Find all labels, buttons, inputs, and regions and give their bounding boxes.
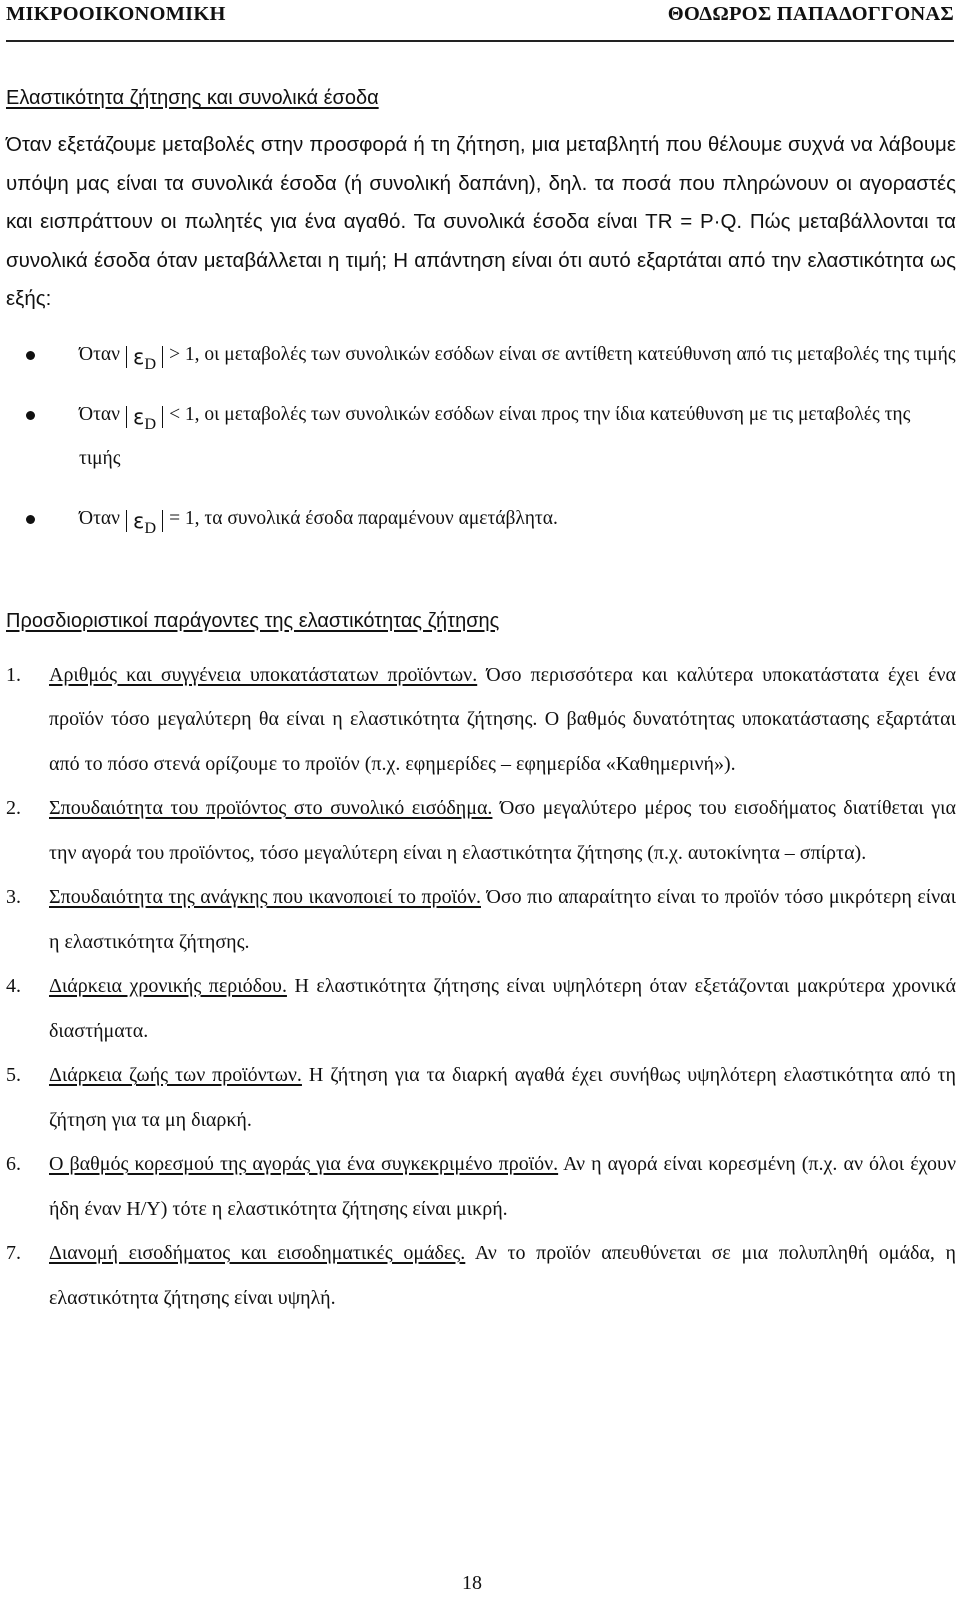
determinants-list bbox=[6, 653, 956, 1321]
absolute-value-bars bbox=[126, 404, 163, 433]
bullet-prefix: Όταν bbox=[79, 507, 120, 529]
item-lead: Διάρκεια χρονικής περιόδου. bbox=[49, 975, 287, 997]
intro-paragraph bbox=[6, 126, 956, 319]
header-author: ΘΟΔΩΡΟΣ ΠΑΠΑΔΟΓΓΟΝΑΣ bbox=[667, 3, 954, 25]
list-item bbox=[6, 786, 956, 875]
bullet-text: = 1, τα συνολικά έσοδα παραμένουν αμετάβλητα. bbox=[169, 507, 558, 529]
page-content bbox=[6, 70, 956, 1320]
item-lead: Διανομή εισοδήματος και εισοδηματικές ομάδες. bbox=[49, 1242, 466, 1264]
epsilon-symbol: ε bbox=[132, 404, 145, 429]
item-number: 5. bbox=[6, 1064, 21, 1086]
item-number: 2. bbox=[6, 797, 21, 819]
intro-text-a: Όταν εξετάζουμε μεταβολές στην προσφορά ή τη ζήτηση, μια μεταβλητή που θέλουμε συχνά να λάβουμε υπόψη μας είναι τα συνολικά έσοδα (ή συνολική δαπάνη), δηλ. τα ποσά που πληρώνουν οι αγοραστές και εισπράττουν οι πωλητές για ένα αγαθό. Τα συνολικά έσοδα είναι TR = P·Q. bbox=[6, 133, 956, 233]
header-course-title: ΜΙΚΡΟΟΙΚΟΝΟΜΙΚΗ bbox=[6, 3, 226, 25]
elasticity-bullet-list bbox=[6, 333, 956, 541]
item-lead: Σπουδαιότητα της ανάγκης που ικανοποιεί το προϊόν. bbox=[49, 886, 481, 908]
item-lead: Αριθμός και συγγένεια υποκατάστατων προϊόντων. bbox=[49, 663, 478, 686]
absolute-value-bars bbox=[126, 508, 163, 537]
page-number: 18 bbox=[462, 1572, 482, 1594]
item-number: 6. bbox=[6, 1153, 21, 1175]
epsilon-subscript: D bbox=[144, 414, 157, 433]
item-text: Αν το προϊόν απευθύνεται σε μια πολυπληθή ομάδα, η ελαστικότητα ζήτησης είναι υψηλή. bbox=[49, 1242, 956, 1309]
list-item bbox=[6, 875, 956, 964]
item-number: 4. bbox=[6, 975, 21, 997]
item-text: Όσο μεγαλύτερο μέρος του εισοδήματος διατίθεται για την αγορά του προϊόντος, τόσο μεγαλύτερη είναι η ελαστικότητα ζήτησης (π.χ. αυτοκίνητα – σπίρτα). bbox=[49, 797, 956, 864]
item-number: 3. bbox=[6, 886, 21, 908]
epsilon-subscript: D bbox=[144, 354, 157, 373]
absolute-value-bars bbox=[126, 344, 163, 373]
item-lead: Σπουδαιότητα του προϊόντος στο συνολικό εισόδημα. bbox=[49, 797, 493, 819]
item-text: Αν η αγορά είναι κορεσμένη (π.χ. αν όλοι έχουν ήδη έναν Η/Υ) τότε η ελαστικότητα ζήτησης είναι μικρή. bbox=[49, 1153, 956, 1220]
section-heading-elasticity-revenue: Ελαστικότητα ζήτησης και συνολικά έσοδα bbox=[6, 87, 379, 109]
item-lead: Ο βαθμός κορεσμού της αγοράς για ένα συγκεκριμένο προϊόν. bbox=[49, 1153, 559, 1175]
bullet-item bbox=[6, 333, 956, 377]
epsilon-symbol: ε bbox=[132, 344, 145, 369]
epsilon-subscript: D bbox=[144, 518, 157, 537]
list-item bbox=[6, 1053, 956, 1142]
bullet-dot-icon bbox=[26, 351, 35, 360]
bullet-item bbox=[6, 497, 956, 541]
bullet-dot-icon bbox=[26, 411, 35, 420]
list-item bbox=[6, 964, 956, 1053]
item-text: Όσο πιο απαραίτητο είναι το προϊόν τόσο μικρότερη είναι η ελαστικότητα ζήτησης. bbox=[49, 886, 957, 953]
list-item bbox=[6, 1142, 956, 1231]
intro-text-b: Πώς μεταβάλλονται τα συνολικά έσοδα όταν μεταβάλλεται η τιμή; Η απάντηση είναι ότι αυτό εξαρτάται από την ελαστικότητα ως εξής: bbox=[6, 210, 956, 310]
determinants-section bbox=[6, 593, 956, 1321]
bullet-prefix: Όταν bbox=[79, 343, 120, 365]
item-text: Η ελαστικότητα ζήτησης είναι υψηλότερη όταν εξετάζονται μακρύτερα χρονικά διαστήματα. bbox=[49, 975, 956, 1042]
page-header bbox=[6, 0, 954, 42]
bullet-text: < 1, οι μεταβολές των συνολικών εσόδων είναι προς την ίδια κατεύθυνση με τις μεταβολές της τιμής bbox=[79, 403, 911, 469]
item-number: 7. bbox=[6, 1242, 21, 1264]
item-lead: Διάρκεια ζωής των προϊόντων. bbox=[49, 1064, 302, 1086]
bullet-dot-icon bbox=[26, 515, 35, 524]
list-item bbox=[6, 1231, 956, 1320]
bullet-text: > 1, οι μεταβολές των συνολικών εσόδων είναι σε αντίθετη κατεύθυνση από τις μεταβολές της τιμής bbox=[169, 343, 956, 365]
bullet-prefix: Όταν bbox=[79, 403, 120, 425]
item-number: 1. bbox=[6, 663, 21, 686]
item-text: Όσο περισσότερα και καλύτερα υποκατάστατα έχει ένα προϊόν τόσο μεγαλύτερη θα είναι η ελαστικότητα ζήτησης. Ο βαθμός δυνατότητας υποκατάστασης εξαρτάται από το πόσο στενά ορίζουμε το προϊόν (π.χ. εφημερίδες – εφημερίδα «Καθημερινή»). bbox=[49, 663, 956, 775]
item-text: Η ζήτηση για τα διαρκή αγαθά έχει συνήθως υψηλότερη ελαστικότητα από τη ζήτηση για τα μη διαρκή. bbox=[49, 1064, 956, 1131]
list-item bbox=[6, 653, 956, 787]
section-heading-determinants: Προσδιοριστικοί παράγοντες της ελαστικότητας ζήτησης bbox=[6, 609, 500, 632]
epsilon-symbol: ε bbox=[132, 508, 145, 533]
bullet-item bbox=[6, 393, 956, 481]
